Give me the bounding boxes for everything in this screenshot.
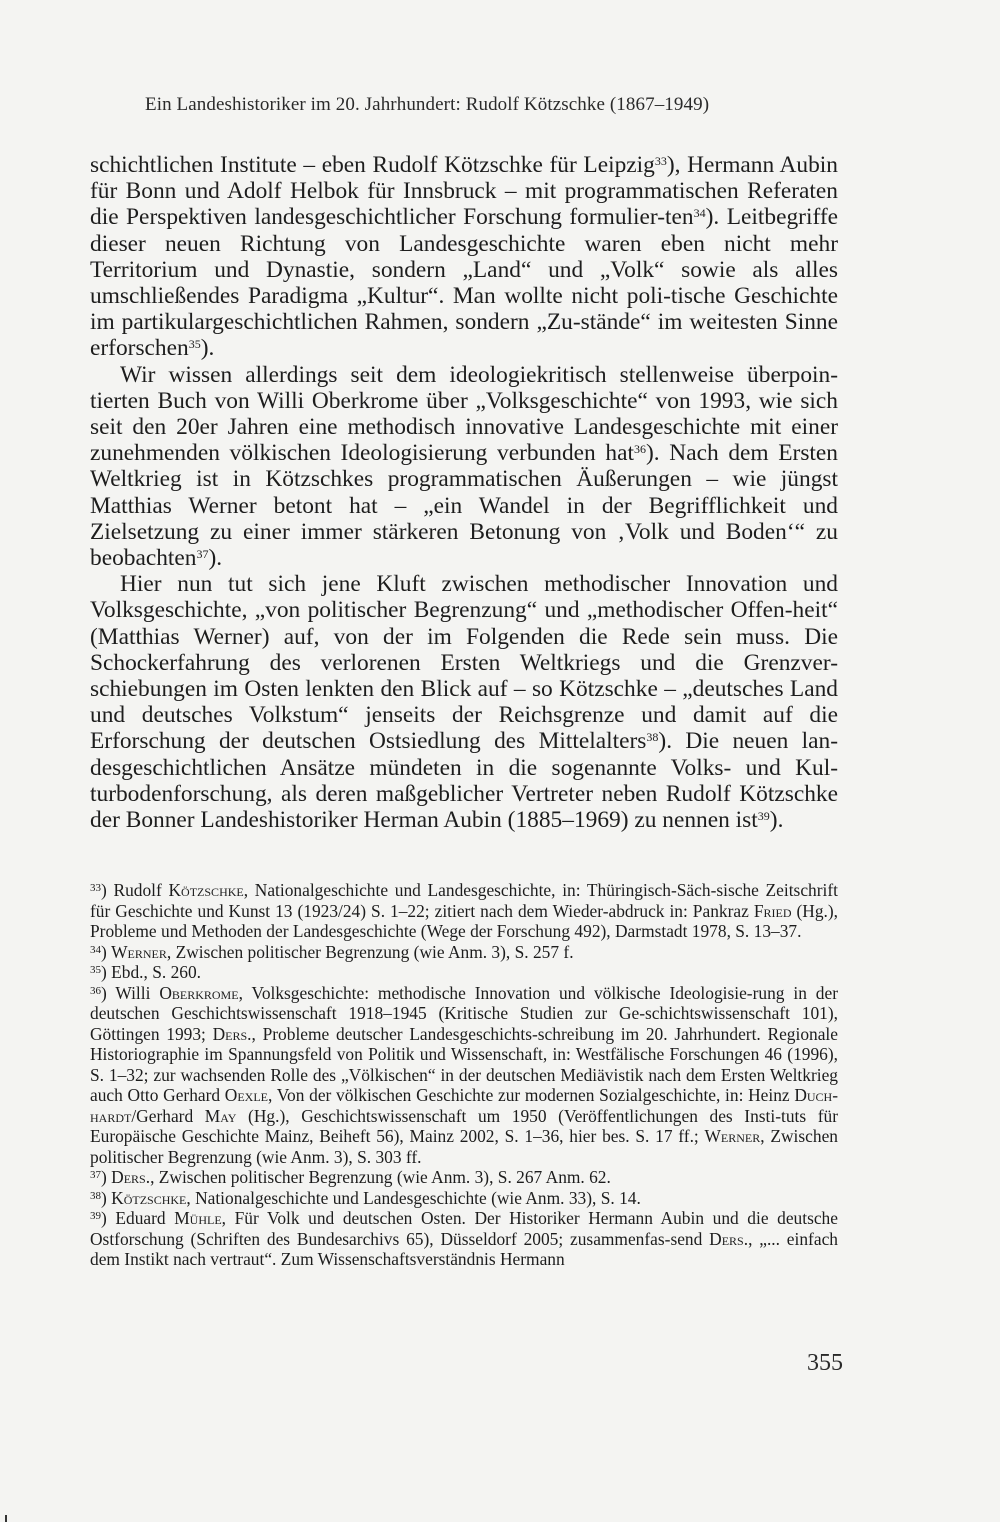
footnote-38 — [90, 1188, 838, 1209]
author-name: Ders. — [709, 1228, 749, 1249]
running-head: Ein Landeshistoriker im 20. Jahrhundert: Rudolf Kötzschke (1867–1949) — [145, 94, 710, 115]
text-run: ). — [200, 335, 215, 362]
text-run: , Zwischen politischer Begrenzung (wie Anm. 3), S. 303 ff. — [90, 1126, 838, 1167]
footnote-39 — [90, 1208, 838, 1270]
author-name: Kötzschke — [168, 880, 244, 900]
text-run: , Für Volk und deutschen Osten. Der Historiker Hermann Aubin und die deutsche Ostforschung (Schriften des Bundesarchivs 65), Düsseldorf 2005; zusammenfas-send — [90, 1208, 838, 1249]
page-number: 355 — [807, 1350, 843, 1376]
text-run: , Nationalgeschichte und Landesgeschichte (wie Anm. 33), S. 14. — [186, 1187, 641, 1208]
footnote-36 — [90, 983, 838, 1168]
author-name: Werner — [704, 1126, 761, 1146]
author-name: Ders. — [212, 1023, 252, 1044]
text-run: , Von der völkischen Geschichte zur modernen Sozialgeschichte, in: Heinz — [268, 1085, 795, 1105]
text-run: , Probleme deutscher Landesgeschichts-schreibung im 20. Jahrhundert. Regionale Historiographie im Spannungsfeld von Politik und Wissenschaft, in: Westfälische Forschungen 46 (1996), S. 1–32; zur wachsenden Rolle des „Völkischen“ in der deutschen Mediävistik nach dem Ersten Weltkrieg auch Otto Gerhard — [90, 1023, 838, 1105]
author-name: Werner — [111, 941, 167, 962]
text-run: ). — [769, 807, 784, 834]
footnote-ref-35[interactable]: 35 — [188, 337, 201, 352]
footnote-34 — [90, 942, 838, 963]
text-run: Hier nun tut sich jene Kluft zwischen methodischer Innovation und Volksgeschichte, „von politischer Begrenzung“ und „methodischer Offen-heit“ (Matthias Werner) auf, von der im Folgenden die Rede sein muss. Die Schockerfahrung des verlorenen Ersten Weltkriegs und die Grenzver-schiebungen im Osten lenkten den Blick auf – so Kötzschke – „deutsches Land und deutsches Volkstum“ jenseits der Reichsgrenze und damit auf die Erforschung der deutschen Ostsiedlung des Mittelalters — [90, 571, 838, 755]
author-name: Duch-hardt — [90, 1085, 838, 1126]
footnote-ref-36[interactable]: 36 — [634, 442, 646, 457]
footnote-number: 37 — [90, 1169, 101, 1181]
footnote-number: 33 — [90, 882, 101, 894]
footnote-35 — [90, 962, 838, 983]
footnote-ref-33[interactable]: 33 — [654, 154, 667, 168]
text-run: , „... einfach dem Instikt nach vertraut“. Zum Wissenschaftsverständnis Hermann — [90, 1228, 838, 1269]
footnote-ref-38[interactable]: 38 — [646, 730, 659, 745]
footnote-number: 34 — [90, 943, 101, 956]
main-text — [90, 152, 838, 833]
paragraph-2 — [90, 362, 838, 572]
footnotes — [90, 880, 838, 1270]
author-name: Fried — [753, 900, 792, 921]
author-name: Oberkrome — [159, 982, 239, 1003]
author-name: Kötzschke — [111, 1187, 187, 1208]
text-run: ). Nach dem Ersten Weltkrieg ist in Kötzschkes programmatischen Äußerungen – wie jüngst Matthias Werner betont hat – „ein Wandel in der Begrifflichkeit und Zielsetzung zu einer immer stärkeren Betonung von ‚Volk und Boden‘“ zu beobachten — [90, 440, 839, 572]
text-run: ). Leitbegriffe dieser neuen Richtung von Landesgeschichte waren eben nicht mehr Territorium und Dynastie, sondern „Land“ und „Volk“ sowie als alles umschließendes Paradigma „Kultur“. Man wollte nicht poli-tische Geschichte im partikulargeschichtlichen Rahmen, sondern „Zu-stände“ im weitesten Sinne erforschen — [90, 204, 838, 362]
text-run: ). — [208, 545, 223, 572]
paragraph-3 — [90, 571, 838, 833]
paragraph-1 — [90, 152, 838, 362]
text-run: ) Ebd., S. 260. — [101, 962, 201, 982]
footnote-33 — [90, 880, 838, 942]
author-name: May — [204, 1105, 237, 1126]
text-run: ) — [101, 1187, 112, 1208]
text-run: ) Rudolf — [101, 880, 169, 900]
scan-edge-mark — [5, 1515, 7, 1522]
text-run: Wir wissen allerdings seit dem ideologiekritisch stellenweise überpoin-tierten Buch von Willi Oberkrome über „Volksgeschichte“ von 1993, wie sich seit den 20er Jahren eine methodisch innovative Landesgeschichte mit einer zunehmenden völkischen Ideologisierung verbunden hat — [90, 361, 838, 467]
footnote-number: 39 — [90, 1210, 101, 1222]
text-run: ) — [101, 1167, 112, 1187]
footnote-number: 38 — [90, 1189, 101, 1202]
text-run: /Gerhard — [131, 1105, 205, 1126]
text-run: ) Eduard — [101, 1208, 175, 1228]
footnote-ref-37[interactable]: 37 — [196, 547, 209, 562]
author-name: Oexle — [224, 1085, 269, 1105]
text-run: ). Die neuen lan-desgeschichtlichen Ansätze mündeten in die sogenannte Volks- und Kul-turbodenforschung, als deren maßgeblicher Vertreter neben Rudolf Kötzschke der Bonner Landeshistoriker Herman Aubin (1885–1969) zu nennen ist — [90, 728, 839, 834]
text-run: , Zwischen politischer Begrenzung (wie Anm. 3), S. 267 Anm. 62. — [150, 1167, 611, 1187]
footnote-37 — [90, 1167, 838, 1188]
author-name: Mühle — [174, 1208, 222, 1228]
text-run: ) Willi — [101, 982, 160, 1003]
footnote-number: 36 — [90, 984, 101, 997]
text-run: , Volksgeschichte: methodische Innovation und völkische Ideologisie-rung in der deutschen Geschichtswissenschaft 1918–1945 (Kritische Studien zur Ge-schichtswissenschaft 101), Göttingen 1993; — [90, 982, 838, 1044]
text-run: (Hg.), Geschichtswissenschaft um 1950 (Veröffentlichungen des Insti-tuts für Europäische Geschichte Mainz, Beiheft 56), Mainz 2002, S. 1–36, hier bes. S. 17 ff.; — [90, 1105, 838, 1146]
text-run: ), Hermann Aubin für Bonn und Adolf Helbok für Innsbruck – mit programmatischen Referaten die Perspektiven landesgeschichtlicher Forschung formulier-ten — [90, 152, 838, 231]
footnote-number: 35 — [90, 964, 101, 976]
text-run: schichtlichen Institute – eben Rudolf Kötzschke für Leipzig — [90, 152, 655, 178]
text-run: ) — [101, 941, 112, 962]
author-name: Ders. — [111, 1167, 151, 1187]
text-run: (Hg.), Probleme und Methoden der Landesgeschichte (Wege der Forschung 492), Darmstadt 1978, S. 13–37. — [90, 900, 838, 941]
footnote-ref-39[interactable]: 39 — [757, 809, 770, 824]
footnote-ref-34[interactable]: 34 — [693, 206, 706, 221]
text-run: , Nationalgeschichte und Landesgeschichte, in: Thüringisch-Säch-sische Zeitschrift für Geschichte und Kunst 13 (1923/24) S. 1–22; zitiert nach dem Wieder-abdruck in: Pankraz — [90, 880, 838, 921]
text-run: , Zwischen politischer Begrenzung (wie Anm. 3), S. 257 f. — [166, 941, 574, 962]
